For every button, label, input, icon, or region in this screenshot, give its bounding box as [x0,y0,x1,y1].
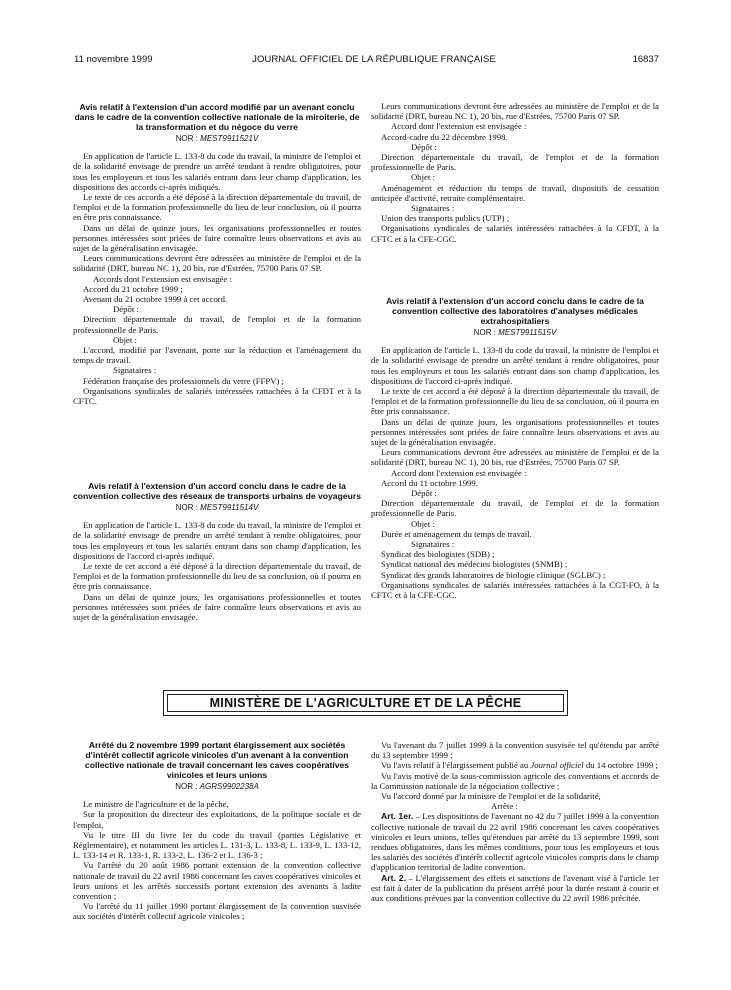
objet-label: Objet : [411,172,435,183]
nor-reference: NOR : AGRS9902238A [175,782,259,791]
avis-title: Avis relatif à l'extension d'un accord modifié par un avenant conclu dans le cadre de la convention collective nationale de la miroiterie, de la transformation et du négoce du verre [74,102,360,132]
paragraph: Le texte de cet accord a été déposé à la direction départementale du travail, de l'emploi et de la formation professionnelle du lieu de sa conclusion, où il pourra en être pris connaissance. [371,386,659,417]
signataires-label: Signataires : [113,365,157,376]
avis-laboratoires [371,296,659,600]
signataire-item: Syndicat des biologistes (SDB) ; [381,549,495,560]
header-page-number: 16837 [632,54,659,65]
paragraph: Vu l'arrêté du 11 juillet 1990 portant élargissement de la convention susvisée aux sociétés d'intérêt collectif agricole vinicoles ; [73,901,361,922]
objet-label: Objet : [113,334,137,345]
accord-item: Avenant du 21 octobre 1999 à cet accord. [83,294,228,305]
depot-text: Direction départementale du travail, de l'emploi et de la formation professionnelle de Paris. [371,498,659,519]
nor-reference: NOR : MEST9911515V [473,328,557,337]
paragraph: Dans un délai de quinze jours, les organisations professionnelles et toutes personnes intéressées sont priées de faire connaître leurs observations et avis au sujet de la généralisation envisagée. [371,416,659,448]
depot-label: Dépôt : [411,141,437,152]
objet-text: Durée et aménagement du temps de travail. [381,528,532,539]
accord-label: Accord dont l'extension est envisagée : [391,121,527,132]
objet-text: L'accord, modifié par l'avenant, porte sur la réduction et l'aménagement du temps de travail. [73,345,361,366]
ministry-title: MINISTÈRE DE L'AGRICULTURE ET DE LA PÊCHE [209,696,522,710]
paragraph: Leurs communications devront être adressées au ministère de l'emploi et de la solidarité (DRT, bureau NC 1), 20 bis, rue d'Estrées, 75700 Paris 07 SP. [371,101,659,122]
signataire-item: Fédération française des professionnels du verre (FFPV) ; [83,375,284,386]
signataire-item: Union des transports publics (UTP) ; [381,213,510,224]
accord-item: Accord du 11 octobre 1999. [381,477,478,488]
ministry-banner [163,690,568,716]
accords-label: Accords dont l'extension est envisagée : [93,273,232,284]
paragraph: Vu l'avenant du 7 juillet 1999 à la convention susvisée tel qu'étendu par arrêté du 13 septembre 1999 ; [371,740,659,761]
avis-title: Avis relatif à l'extension d'un accord conclu dans le cadre de la convention collective des réseaux de transports urbains de voyageurs [73,481,361,501]
paragraph: Vu l'accord donné par la ministre de l'emploi et de la solidarité, [381,791,601,802]
paragraph: Le ministre de l'agriculture et de la pêche, [83,799,229,810]
avis-title: Avis relatif à l'extension d'un accord conclu dans le cadre de la convention collective des laboratoires d'analyses médicales extrahospitaliers [386,296,644,326]
paragraph: Dans un délai de quinze jours, les organisations professionnelles et toutes personnes intéressées sont priées de faire connaître leurs observations et avis au sujet de la généralisation envisagée. [73,222,361,254]
header-date: 11 novembre 1999 [74,54,153,65]
paragraph: Vu l'avis motivé de la sous-commission agricole des conventions et accords de la Commission nationale de la négociation collective ; [371,770,659,791]
signataire-item: Organisations syndicales de salariés intéressées rattachées à la CFDT et à la CFTC. [73,385,361,407]
paragraph: Vu l'avis relatif à l'élargissement publié au Journal officiel du 14 octobre 1999 ; [381,760,658,771]
paragraph: Leurs communications devront être adressées au ministère de l'emploi et de la solidarité (DRT, bureau NC 1), 20 bis, rue d'Estrées, 75700 Paris 07 SP. [73,253,361,274]
depot-text: Direction départementale du travail, de l'emploi et de la formation professionnelle de Paris. [73,314,361,335]
paragraph: En application de l'article L. 133-8 du code du travail, la ministre de l'emploi et de la solidarité envisage de prendre un arrêté tendant à rendre obligatoires, pour tous les employeurs et tous les salariés entrant dans leur champ d'application, les dispositions des accords ci-après indiqués. [73,151,361,192]
arrete-title: Arrêté du 2 novembre 1999 portant élargissement aux sociétés d'intérêt collectif agricole vinicoles d'un avenant à la convention collective nationale de travail concernant les caves coopératives vinicoles et leurs unions [84,740,350,780]
nor-reference: NOR : MEST9911514V [175,503,259,512]
depot-label: Dépôt : [411,488,437,499]
objet-label: Objet : [411,518,435,529]
arrete-agriculture-suite [371,740,659,903]
signataire-item: Organisations syndicales de salariés intéressées rattachées à la CGT-FO, à la CFTC et à la CFE-CGC. [371,579,659,601]
signataire-item: Syndicat national des médecins biologistes (SNMB) ; [381,559,568,570]
paragraph: Vu l'arrêté du 20 août 1986 portant extension de la convention collective nationale de travail du 22 avril 1986 concernant les caves coopératives vinicoles et leurs unions et les arrêtés successifs portant extension des avenants à ladite convention ; [73,860,361,902]
accord-label: Accord dont l'extension est envisagée : [391,467,527,478]
accord-item: Accord-cadre du 22 décembre 1998. [381,131,508,142]
objet-text: Aménagement et réduction du temps de travail, dispositifs de cessation anticipée d'activité, retraite complémentaire. [371,182,659,203]
paragraph: En application de l'article L. 133-8 du code du travail, la ministre de l'emploi et de la solidarité envisage de prendre un arrêté tendant à rendre obligatoires, pour tous les employeurs et tous les salariés entrant dans son champ d'application, les dispositions de l'accord ci-après indiqué. [73,520,361,561]
paragraph: Vu le titre III du livre Ier du code du travail (parties Législative et Réglementaire), et notamment les articles L. 131-3, L. 133-8, L. 133-9, L. 133-12, L. 133-14 et R. 133-1, R. 133-2, L. 136-2 et L. 136-3 ; [73,829,361,861]
signataires-label: Signataires : [411,203,455,214]
paragraph: Le texte de ces accords a été déposé à la direction départementale du travail, de l'emploi et de la formation professionnelle du lieu de leur conclusion, où il pourra en être pris connaissance. [73,192,361,223]
arrete-agriculture [73,740,361,922]
avis-transports-urbains-suite [371,101,659,244]
signataires-label: Signataires : [411,539,455,550]
signataire-item: Syndicat des grands laboratoires de biologie clinique (SGLBC) ; [381,569,606,580]
accord-item: Accord du 21 octobre 1999 ; [83,283,183,294]
page-header [74,54,659,68]
paragraph: Leurs communications devront être adressées au ministère de l'emploi et de la solidarité (DRT, bureau NC 1), 20 bis, rue d'Estrées, 75700 Paris 07 SP. [371,447,659,468]
paragraph: Sur la proposition du directeur des exploitations, de la politique sociale et de l'emploi, [73,809,361,830]
depot-text: Direction départementale du travail, de l'emploi et de la formation professionnelle de Paris. [371,152,659,173]
paragraph: Dans un délai de quinze jours, les organisations professionnelles et toutes personnes intéressées sont priées de faire connaître leurs observations et avis au sujet de la généralisation envisagée. [73,591,361,623]
signataire-item: Organisations syndicales de salariés intéressées rattachées à la CFDT, à la CFTC et à la CFE-CGC. [371,223,659,244]
nor-reference: NOR : MEST9911521V [175,134,259,143]
article-1: Art. 1er. – Les dispositions de l'avenant no 42 du 7 juillet 1999 à la convention collective nationale de travail du 22 avril 1986 concernant les caves coopératives vinicoles et leurs unions, telles qu'étendues par arrêté du 13 septembre 1999, sont rendues obligatoires, dans les mêmes conditions, pour tous les employeurs et tous les salariés des sociétés d'intérêt collectif agricole vinicoles compris dans le champ d'application territorial de ladite convention. [371,811,660,873]
article-2: Art. 2. – L'élargissement des effets et sanctions de l'avenant visé à l'article 1er est fait à dater de la publication du présent arrêté pour la durée restant à courir et aux conditions prévues par la convention collective du 22 avril 1986 précitée. [371,872,659,904]
header-journal-title: JOURNAL OFFICIEL DE LA RÉPUBLIQUE FRANÇAISE [252,54,496,65]
paragraph: Le texte de cet accord a été déposé à la direction départementale du travail, de l'emploi et de la formation professionnelle du lieu de sa conclusion, où il pourra en être pris connaissance. [73,561,361,592]
avis-transports-urbains [73,481,361,622]
paragraph: En application de l'article L. 133-8 du code du travail, la ministre de l'emploi et de la solidarité envisage de prendre un arrêté tendant à rendre obligatoires, pour tous les employeurs et tous les salariés entrant dans son champ d'application, les dispositions de l'accord ci-après indiqué. [371,345,659,386]
arrete-label: Arrête : [491,801,518,812]
depot-label: Dépôt : [113,304,139,315]
avis-miroiterie [73,102,361,406]
